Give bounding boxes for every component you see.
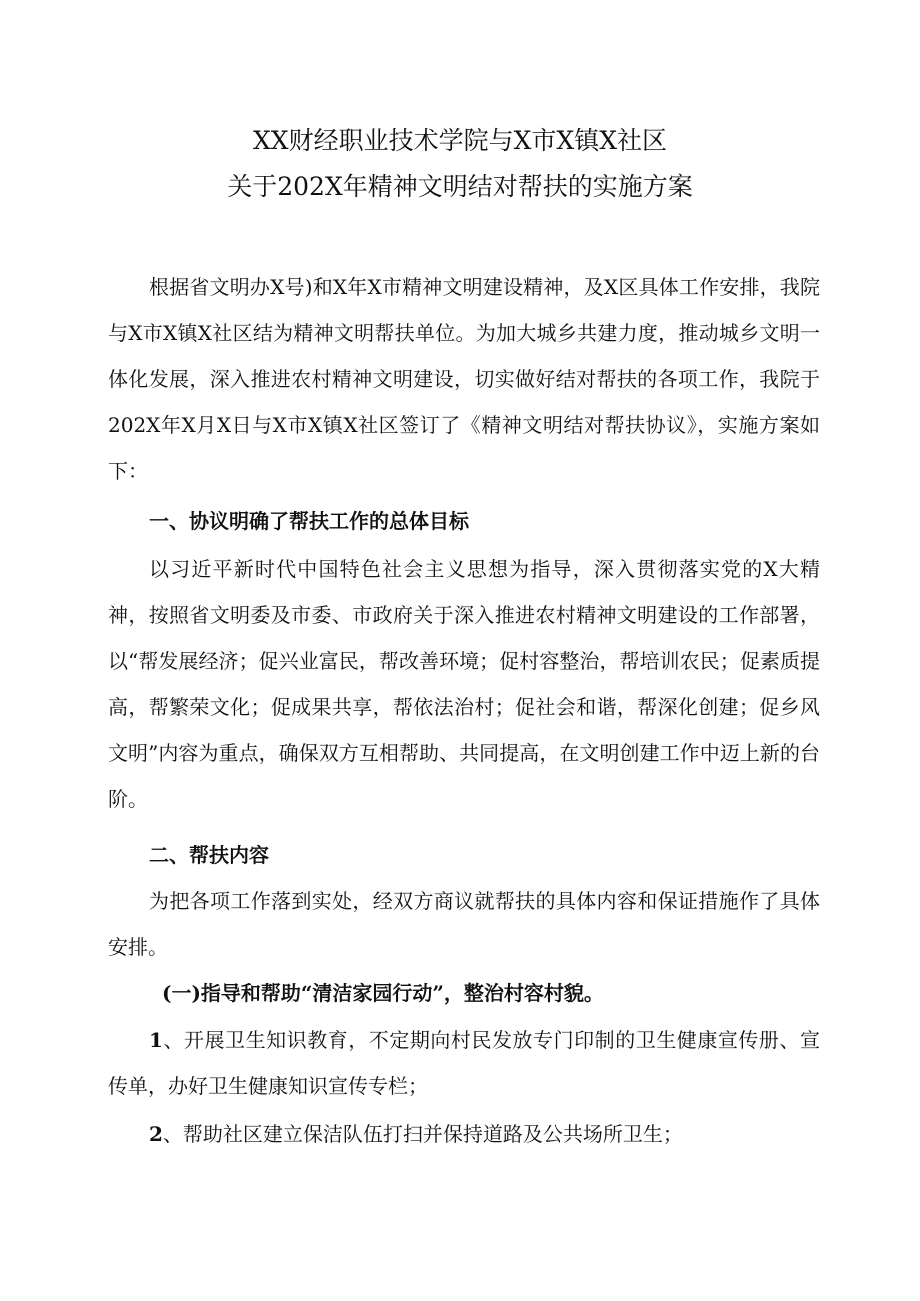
list-item-2-text: 、帮助社区建立保洁队伍打扫并保持道路及公共场所卫生； xyxy=(162,1122,683,1146)
intro-paragraph: 根据省文明办X号)和X年X市精神文明建设精神，及X区具体工作安排，我院与X市X镇X社区结为精神文明帮扶单位。为加大城乡共建力度，推动城乡文明一体化发展，深入推进农村精神文明建设，切实做好结对帮扶的各项工作，我院于202X年X月X日与X市X镇X社区签订了《精神文明结对帮扶协议》，实施方案如下： xyxy=(108,275,820,483)
section-2-heading: 二、帮扶内容 xyxy=(149,843,269,867)
section-2-paragraph: 为把各项工作落到实处，经双方商议就帮扶的具体内容和保证措施作了具体安排。 xyxy=(108,889,820,959)
section-1-paragraph: 以习近平新时代中国特色社会主义思想为指导，深入贯彻落实党的X大精神，按照省文明委及市委、市政府关于深入推进农村精神文明建设的工作部署，以“帮发展经济；促兴业富民，帮改善环境；促村容整治，帮培训农民；促素质提高，帮繁荣文化；促成果共享，帮依法治村；促社会和谐，帮深化创建；促乡风文明”内容为重点，确保双方互相帮助、共同提高，在文明创建工作中迈上新的台阶。 xyxy=(108,557,820,811)
list-item-1-text: 、开展卫生知识教育，不定期向村民发放专门印制的卫生健康宣传册、宣传单，办好卫生健康知识宣传专栏； xyxy=(108,1028,820,1098)
list-item-2-number: 2 xyxy=(149,1122,163,1146)
list-item-2 xyxy=(108,1111,820,1157)
document-title-line-1: XX财经职业技术学院与X市X镇X社区 xyxy=(253,126,667,155)
document-title-line-2: 关于202X年精神文明结对帮扶的实施方案 xyxy=(227,172,693,201)
list-item-1 xyxy=(108,1017,820,1109)
section-1-heading: 一、协议明确了帮扶工作的总体目标 xyxy=(149,509,469,533)
list-item-1-number: 1 xyxy=(149,1028,163,1052)
subsection-1-heading: (一)指导和帮助“清洁家园行动”，整治村容村貌。 xyxy=(162,981,604,1005)
